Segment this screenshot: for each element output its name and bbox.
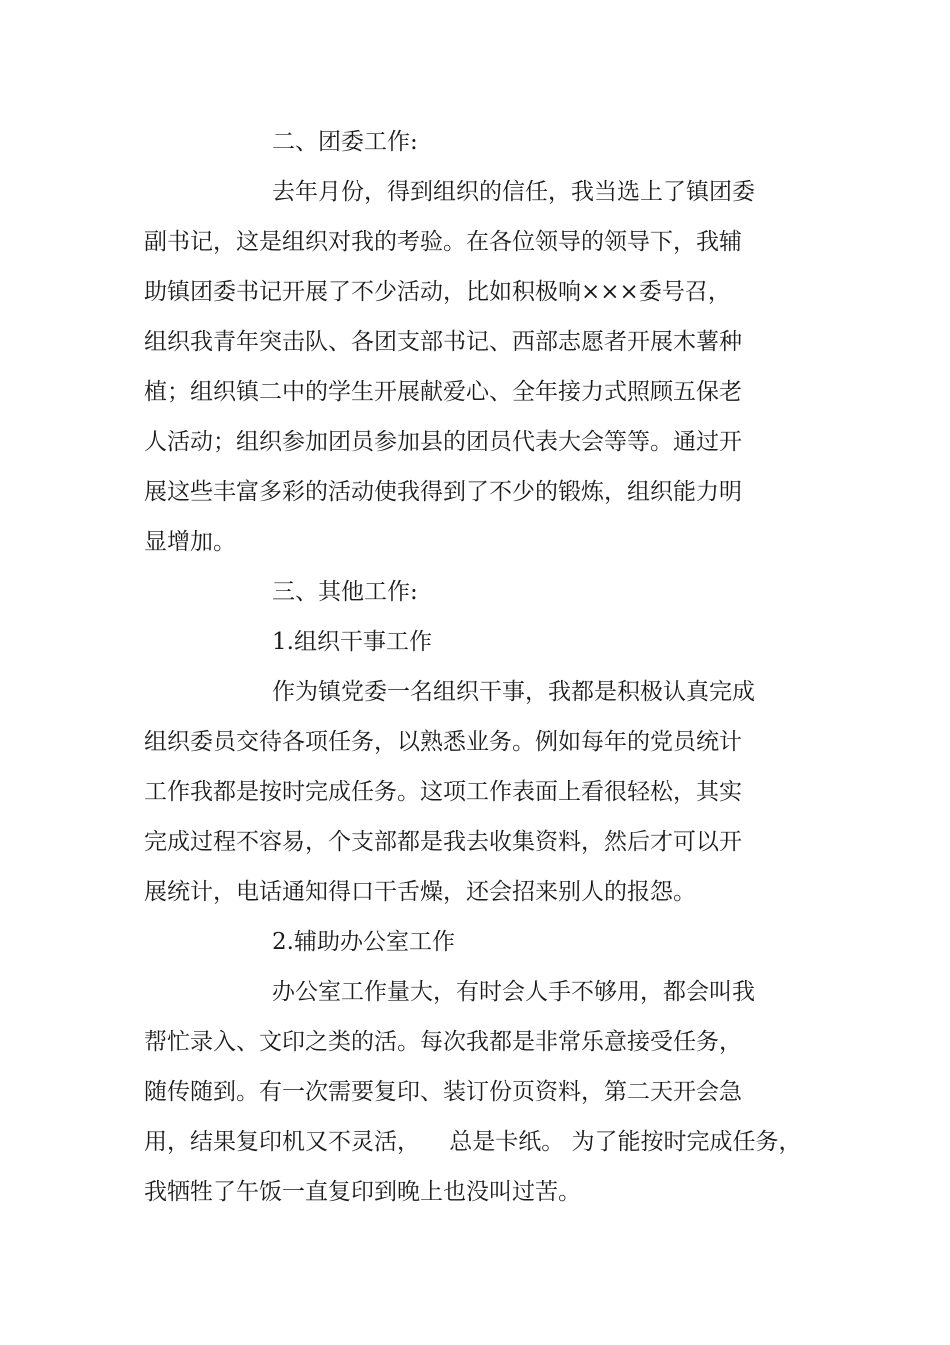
section-heading-other-work: 三、其他工作: [272,579,418,605]
paragraph-line: 作为镇党委一名组织干事，我都是积极认真完成 [272,679,755,705]
paragraph-line: 组织我青年突击队、各团支部书记、西部志愿者开展木薯种 [144,329,742,355]
paragraph-line: 随传随到。有一次需要复印、装订份页资料，第二天开会急 [144,1079,742,1105]
paragraph-line: 完成过程不容易，个支部都是我去收集资料，然后才可以开 [144,829,742,855]
paragraph-line: 展这些丰富多彩的活动使我得到了不少的锻炼，组织能力明 [144,479,742,505]
subheading-organization-officer: 1.组织干事工作 [272,629,432,655]
paragraph-line: 帮忙录入、文印之类的活。每次我都是非常乐意接受任务， [144,1029,742,1055]
paragraph-line: 去年月份，得到组织的信任，我当选上了镇团委 [272,179,755,205]
paragraph-line: 工作我都是按时完成任务。这项工作表面上看很轻松，其实 [144,779,742,805]
paragraph-line: 副书记，这是组织对我的考验。在各位领导的领导下，我辅 [144,229,742,255]
paragraph-line: 办公室工作量大，有时会人手不够用，都会叫我 [272,979,755,1005]
paragraph-line: 我牺牲了午饭一直复印到晚上也没叫过苦。 [144,1179,581,1205]
paragraph-line: 用，结果复印机又不灵活， 总是卡纸。 为了能按时完成任务， [144,1129,802,1155]
subheading-office-assistance: 2.辅助办公室工作 [272,929,455,955]
paragraph-line: 助镇团委书记开展了不少活动，比如积极响×××委号召， [144,279,731,305]
paragraph-line: 植；组织镇二中的学生开展献爱心、全年接力式照顾五保老 [144,379,742,405]
paragraph-line: 展统计，电话通知得口干舌燥，还会招来别人的报怨。 [144,879,696,905]
section-heading-youth-league: 二、团委工作: [272,129,418,155]
paragraph-line: 人活动；组织参加团员参加县的团员代表大会等等。通过开 [144,429,742,455]
paragraph-line: 组织委员交待各项任务，以熟悉业务。例如每年的党员统计 [144,729,742,755]
paragraph-line: 显增加。 [144,529,236,555]
